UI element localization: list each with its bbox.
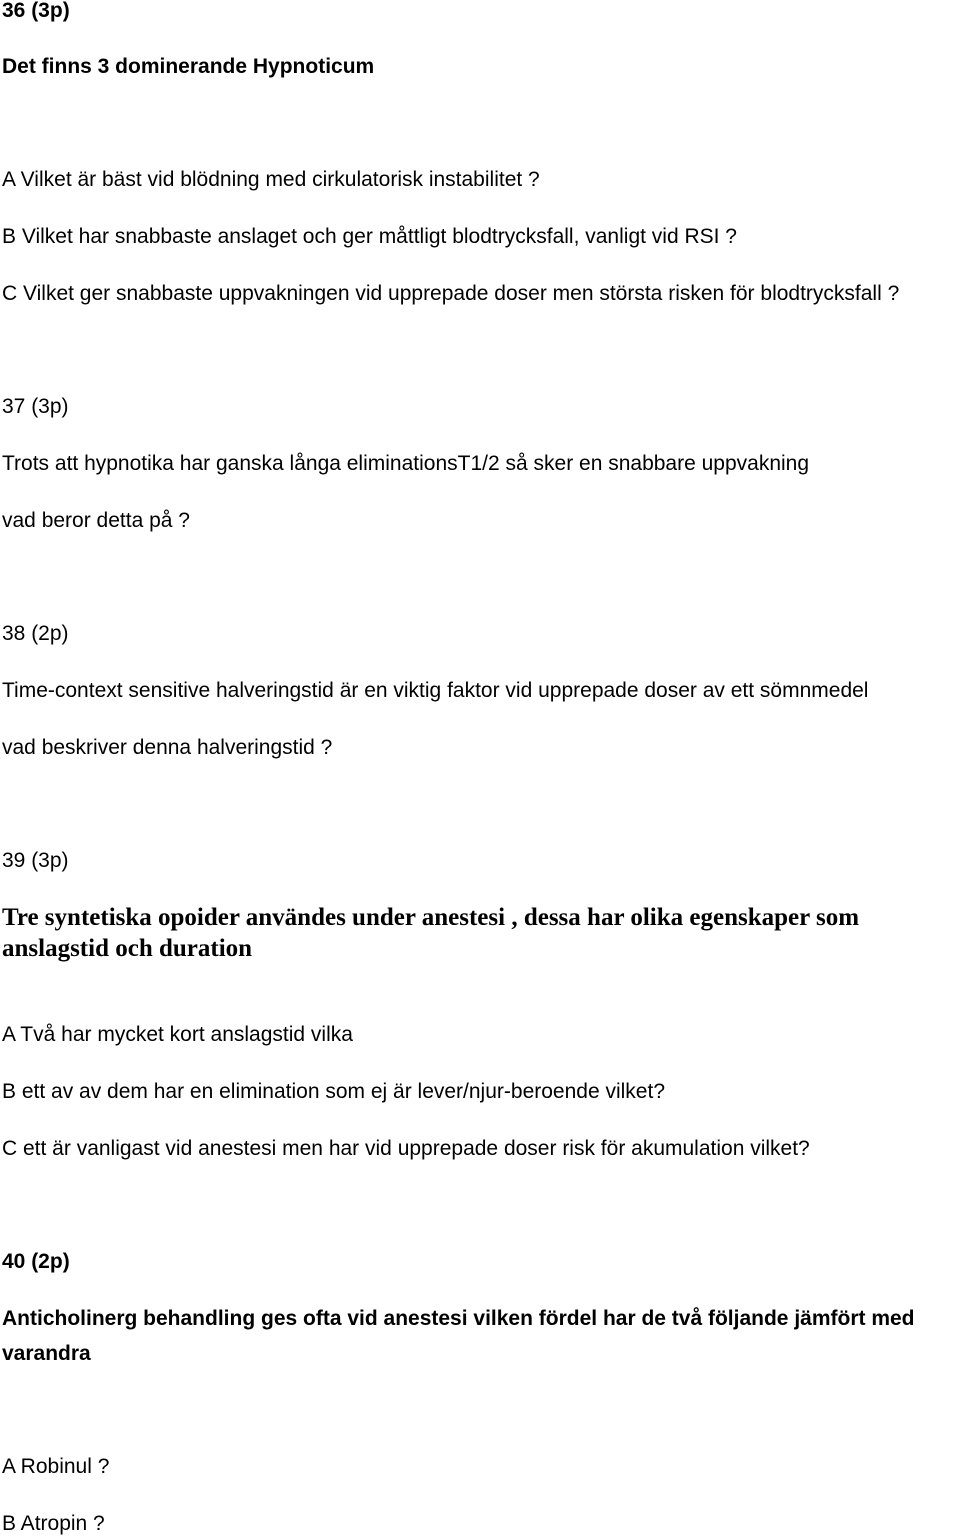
question-36-option-c: C Vilket ger snabbaste uppvakningen vid upprepade doser men största risken för blodtrycksfall ? (2, 282, 900, 305)
question-36-number: 36 (3p) (2, 0, 70, 22)
question-38-text-line-1: Time-context sensitive halveringstid är en viktig faktor vid upprepade doser av ett sömnmedel (2, 679, 869, 702)
question-37-number: 37 (3p) (2, 395, 69, 418)
question-39-heading-line-2: anslagstid och duration (2, 935, 253, 962)
question-39-option-b: B ett av av dem har en elimination som ej är lever/njur-beroende vilket? (2, 1080, 665, 1103)
question-39-option-c: C ett är vanligast vid anestesi men har vid upprepade doser risk för akumulation vilket? (2, 1137, 810, 1160)
question-37-text-line-1: Trots att hypnotika har ganska långa eliminationsT1/2 så sker en snabbare uppvakning (2, 452, 810, 475)
question-39-number: 39 (3p) (2, 849, 69, 872)
question-36-option-b: B Vilket har snabbaste anslaget och ger måttligt blodtrycksfall, vanligt vid RSI ? (2, 225, 737, 248)
question-40-heading-line-2: varandra (2, 1342, 91, 1365)
question-37-text-line-2: vad beror detta på ? (2, 509, 190, 532)
question-36-heading: Det finns 3 dominerande Hypnoticum (2, 55, 375, 78)
question-40-heading-line-1: Anticholinerg behandling ges ofta vid anestesi vilken fördel har de två följande jämfört med (2, 1307, 915, 1330)
question-40-option-b: B Atropin ? (2, 1512, 105, 1535)
question-38-text-line-2: vad beskriver denna halveringstid ? (2, 736, 333, 759)
question-38-number: 38 (2p) (2, 622, 69, 645)
question-36-option-a: A Vilket är bäst vid blödning med cirkulatorisk instabilitet ? (2, 168, 540, 191)
question-40-number: 40 (2p) (2, 1250, 70, 1273)
question-40-option-a: A Robinul ? (2, 1455, 110, 1478)
question-39-option-a: A Två har mycket kort anslagstid vilka (2, 1023, 353, 1046)
question-39-heading-line-1: Tre syntetiska opoider användes under anestesi , dessa har olika egenskaper som (2, 904, 860, 931)
